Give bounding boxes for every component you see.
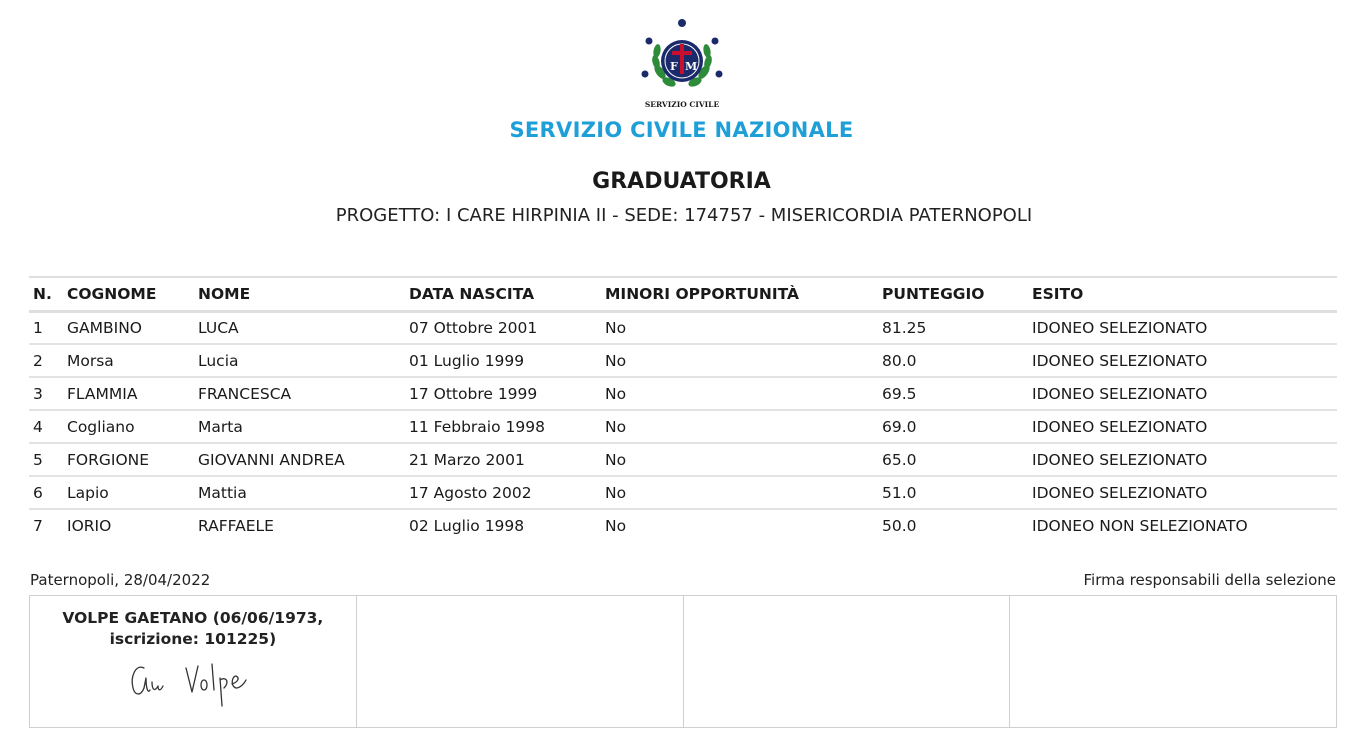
- signature-box: [30, 596, 357, 728]
- servizio-civile-logo: [636, 16, 728, 112]
- score-cell: 80.0: [878, 344, 1028, 377]
- rank-cell: 2: [29, 344, 63, 377]
- table-row: [29, 443, 1337, 476]
- signature-box-empty: [683, 596, 1010, 728]
- table-row: [29, 476, 1337, 509]
- table-row: [29, 509, 1337, 542]
- organization-title: SERVIZIO CIVILE NAZIONALE: [509, 118, 854, 142]
- signer-name-line2: iscrizione: 101225): [109, 630, 277, 648]
- birthdate-cell: 07 Ottobre 2001: [405, 311, 601, 344]
- table-row: [29, 344, 1337, 377]
- column-header: NOME: [194, 277, 405, 311]
- outcome-cell: IDONEO SELEZIONATO: [1028, 410, 1337, 443]
- name-cell: Marta: [194, 410, 405, 443]
- outcome-cell: IDONEO SELEZIONATO: [1028, 344, 1337, 377]
- birthdate-cell: 11 Febbraio 1998: [405, 410, 601, 443]
- column-header: DATA NASCITA: [405, 277, 601, 311]
- name-cell: Lucia: [194, 344, 405, 377]
- place-and-date: Paternopoli, 28/04/2022: [30, 571, 211, 589]
- ranking-table: [29, 276, 1337, 542]
- score-cell: 65.0: [878, 443, 1028, 476]
- column-header: COGNOME: [63, 277, 194, 311]
- opportunity-cell: No: [601, 344, 878, 377]
- surname-cell: FORGIONE: [63, 443, 194, 476]
- surname-cell: IORIO: [67, 517, 112, 535]
- signer-name-line1: VOLPE GAETANO (06/06/1973,: [62, 609, 324, 627]
- svg-text:F: F: [670, 60, 678, 73]
- outcome-cell: IDONEO SELEZIONATO: [1028, 311, 1337, 344]
- birthdate-cell: 17 Ottobre 1999: [405, 377, 601, 410]
- score-cell: 50.0: [882, 517, 917, 535]
- rank-cell: 3: [29, 377, 63, 410]
- column-header: MINORI OPPORTUNITÀ: [601, 277, 878, 311]
- birthdate-cell: 17 Agosto 2002: [405, 476, 601, 509]
- rank-cell: 6: [29, 476, 63, 509]
- outcome-cell: IDONEO SELEZIONATO: [1028, 476, 1337, 509]
- column-header: N.: [29, 277, 63, 311]
- surname-cell: GAMBINO: [63, 311, 194, 344]
- table-row: [29, 311, 1337, 344]
- signature-box-empty: [356, 596, 683, 728]
- opportunity-cell: No: [601, 311, 878, 344]
- score-cell: 69.0: [878, 410, 1028, 443]
- surname-cell: Morsa: [63, 344, 194, 377]
- signature-box-empty: [1010, 596, 1337, 728]
- surname-cell: Cogliano: [63, 410, 194, 443]
- table-row: [29, 377, 1337, 410]
- score-cell: 51.0: [878, 476, 1028, 509]
- rank-cell: 5: [29, 443, 63, 476]
- opportunity-cell: No: [601, 377, 878, 410]
- score-cell: 81.25: [878, 311, 1028, 344]
- rank-cell: 7: [33, 517, 43, 535]
- column-header: PUNTEGGIO: [878, 277, 1028, 311]
- table-row: [29, 410, 1337, 443]
- rank-cell: 1: [29, 311, 63, 344]
- logo-caption: SERVIZIO CIVILE: [644, 100, 720, 109]
- opportunity-cell: No: [605, 517, 627, 535]
- project-subtitle: PROGETTO: I CARE HIRPINIA II - SEDE: 174757 - MISERICORDIA PATERNOPOLI: [335, 205, 1033, 226]
- svg-text:M: M: [685, 60, 698, 73]
- name-cell: RAFFAELE: [198, 517, 274, 535]
- outcome-cell: IDONEO NON SELEZIONATO: [1032, 517, 1248, 535]
- score-cell: 69.5: [878, 377, 1028, 410]
- signatures-label: Firma responsabili della selezione: [1083, 571, 1336, 589]
- name-cell: FRANCESCA: [194, 377, 405, 410]
- signature-boxes: [29, 595, 1337, 728]
- birthdate-cell: 01 Luglio 1999: [405, 344, 601, 377]
- outcome-cell: IDONEO SELEZIONATO: [1028, 377, 1337, 410]
- surname-cell: FLAMMIA: [63, 377, 194, 410]
- name-cell: Mattia: [194, 476, 405, 509]
- surname-cell: Lapio: [63, 476, 194, 509]
- column-header: ESITO: [1028, 277, 1337, 311]
- birthdate-cell: 02 Luglio 1998: [409, 517, 525, 535]
- name-cell: LUCA: [194, 311, 405, 344]
- opportunity-cell: No: [601, 476, 878, 509]
- opportunity-cell: No: [601, 410, 878, 443]
- table-header-row: [29, 277, 1337, 311]
- document-title: GRADUATORIA: [592, 169, 771, 194]
- birthdate-cell: 21 Marzo 2001: [405, 443, 601, 476]
- signer-name: [43, 608, 343, 650]
- handwritten-signature: [128, 658, 258, 710]
- opportunity-cell: No: [601, 443, 878, 476]
- rank-cell: 4: [29, 410, 63, 443]
- name-cell: GIOVANNI ANDREA: [194, 443, 405, 476]
- outcome-cell: IDONEO SELEZIONATO: [1028, 443, 1337, 476]
